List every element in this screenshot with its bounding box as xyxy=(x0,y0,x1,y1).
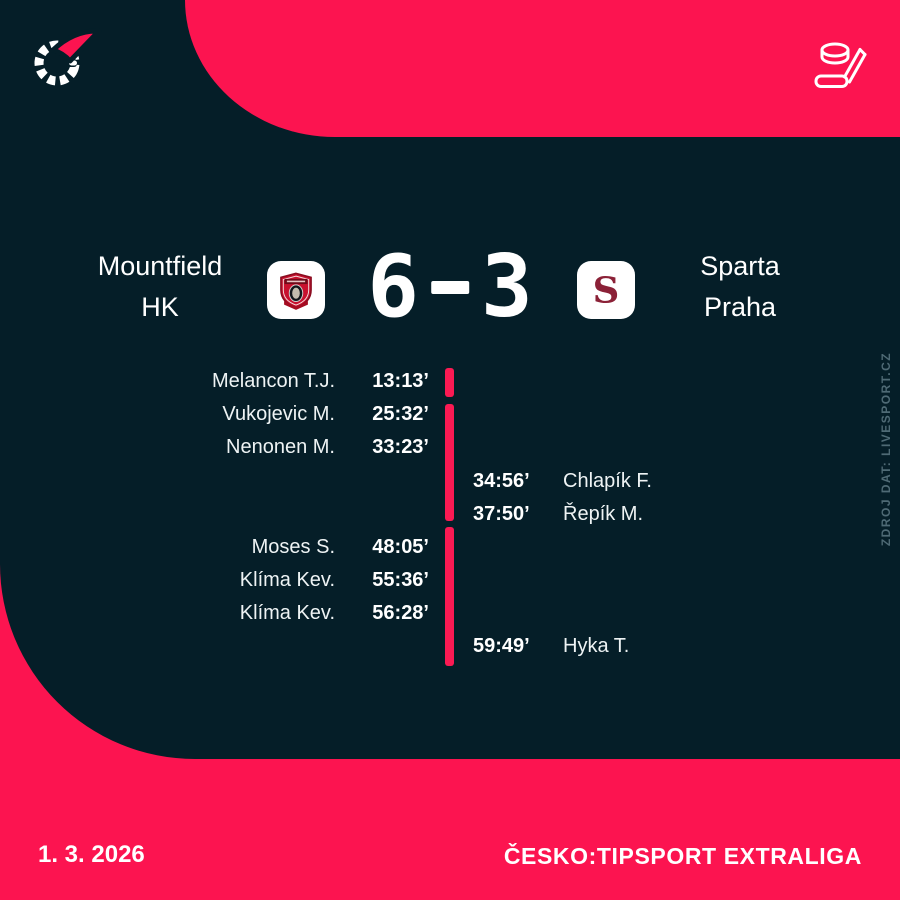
away-team-name xyxy=(610,246,870,328)
timeline-period-1-bar xyxy=(445,368,454,397)
goal-row-away xyxy=(473,468,652,494)
goal-time: 37:50’ xyxy=(473,503,530,525)
goal-scorer: Klíma Kev. xyxy=(239,602,335,624)
home-team-name xyxy=(30,246,290,328)
goal-time: 13:13’ xyxy=(372,370,429,392)
home-score: 6 xyxy=(367,237,419,337)
goal-row-home xyxy=(0,434,429,460)
top-right-band xyxy=(185,0,900,137)
goal-row-home xyxy=(0,600,429,626)
score-separator xyxy=(431,281,469,294)
league-name: ČESKO:TIPSPORT EXTRALIGA xyxy=(503,843,862,869)
goal-scorer: Moses S. xyxy=(251,536,335,558)
goal-time: 55:36’ xyxy=(372,569,429,591)
goal-time: 25:32’ xyxy=(372,403,429,425)
goal-row-away xyxy=(473,633,629,659)
away-team-line1: Sparta xyxy=(700,251,780,281)
match-date: 1. 3. 2026 xyxy=(38,841,145,868)
goal-scorer: Melancon T.J. xyxy=(211,370,335,392)
timeline-period-2-bar xyxy=(445,404,454,521)
goal-scorer: Chlapík F. xyxy=(563,470,652,492)
goal-scorer: Nenonen M. xyxy=(226,436,335,458)
mountfield-crest-icon xyxy=(273,267,319,313)
home-team-badge xyxy=(267,261,325,319)
hockey-stick-puck-icon xyxy=(808,36,870,100)
goal-row-home xyxy=(0,401,429,427)
livesport-logo-icon xyxy=(26,28,104,92)
goal-time: 48:05’ xyxy=(372,536,429,558)
goal-time: 56:28’ xyxy=(372,602,429,624)
goal-time: 33:23’ xyxy=(372,436,429,458)
goal-row-home xyxy=(0,534,429,560)
goal-scorer: Hyka T. xyxy=(563,635,630,657)
home-team-line2: HK xyxy=(141,292,179,322)
home-team-line1: Mountfield xyxy=(97,251,223,281)
sparta-crest-letter: S xyxy=(592,268,620,311)
goal-row-home xyxy=(0,567,429,593)
away-team-line2: Praha xyxy=(703,292,777,322)
score xyxy=(367,237,533,337)
goal-scorer: Řepík M. xyxy=(563,503,644,525)
away-score: 3 xyxy=(481,237,533,337)
goal-row-home xyxy=(0,368,429,394)
goal-time: 34:56’ xyxy=(473,470,530,492)
goal-scorer: Klíma Kev. xyxy=(239,569,335,591)
data-source-note: ZDROJ DAT: LIVESPORT.CZ xyxy=(879,351,893,547)
goal-row-away xyxy=(473,501,643,527)
timeline-period-3-bar xyxy=(445,527,454,666)
goal-scorer: Vukojevic M. xyxy=(222,403,335,425)
goal-time: 59:49’ xyxy=(473,635,530,657)
